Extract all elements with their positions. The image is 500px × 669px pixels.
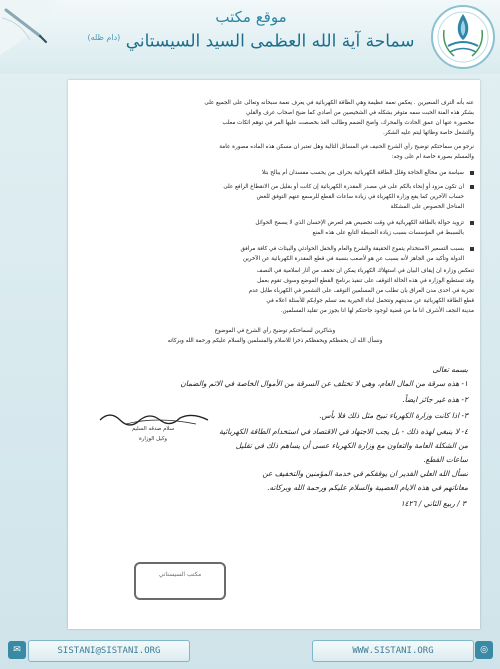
stamp-text: مكتب السيستاني (158, 571, 202, 578)
bullet-icon (470, 247, 474, 251)
bullet-text: تزويد حوالة بالطاقة الكهربائية في وقت تخصيص هم لتعرض الإحسان الذي لا يسمح الحوائل (255, 220, 464, 226)
closing-line: تجربة في احدى مدن العراق بان تطلب من المسلمين التوقف على التشعير في الكهرباء طابل عدم (248, 288, 474, 294)
site-title-line1: موقع مكتب (215, 8, 287, 26)
answer-line: ٣- اذا كانت وزارة الكهرباء تبيح مثل ذلك فلا بأس. (319, 411, 468, 420)
question-bullet-continued: بالسببط في المؤسسات بسبب زيادة الضبطة التابع على هذه المنع (312, 230, 464, 236)
email-link[interactable]: SISTANI@SISTANI.ORG (28, 640, 190, 662)
question-line: نرجو من سماحتكم توضيح رأي الشرع الحنيف في المسائل التالية وهل تعتبر ان مسكن هذه الماده مصورة عامة (219, 144, 474, 150)
fatwa-document (68, 80, 480, 629)
answer-date: ٣ / ربيع الثاني / ١٤٢٦ (400, 499, 466, 508)
prayer-line: ونسأل الله ان يحفظكم ويحفظكم ذخرا للاسلام والمسلمين والسلام عليكم ورحمة الله وبركاته (167, 338, 383, 344)
question-bullet-continued: الدولة وتأكيد من الجاهز لأنه بسبب عن هو لأصعب بنسبة في قطع المقدرة الكهربائية عن الآخرين (242, 256, 464, 262)
answer-line: ١- هذه سرقة من المال العام، وهي لا تختلف عن السرقة من الأموال الخاصة في الاثم والضمان (180, 379, 468, 388)
answer-line: ساعات القطع. (423, 455, 468, 464)
site-title (86, 8, 416, 54)
question-bullet (76, 182, 474, 192)
question-line: والمسلم بصورة خاصة ام على وجه: (391, 154, 474, 160)
closing-line: تنعكس وزارة ان إيقاف البيان في استهلاك الكهرباء يمكن ان تخفف من آثار اسلامية في النصف (256, 268, 474, 274)
office-stamp (134, 562, 226, 600)
handwritten-signature (96, 408, 214, 428)
signature-name: سلام صدقه السليم (131, 426, 175, 432)
email-icon[interactable]: ✉ (8, 641, 26, 659)
site-title-line2 (86, 26, 416, 54)
site-footer (0, 632, 500, 669)
answer-line: ٤- لا ينبغي لهذه ذلك - بل يجب الاجتهاد في الاقتصاد في استخدام الطاقة الكهربائية (219, 427, 468, 436)
thanks-line: وشاكرين لسماحتكم توضيح رأي الشرع في الموضوع (214, 328, 336, 334)
question-bullet-continued: المناحل الخصوص على المشكلة (390, 204, 464, 210)
answer-heading: بسمه تعالى (432, 365, 468, 374)
office-logo-icon[interactable] (430, 4, 496, 70)
question-bullet (76, 168, 474, 178)
site-header (0, 0, 500, 74)
question-line: عنه بأنه الترف السعيرين . يعكس نعمة عظيمة وهي الطاقة الكهربائية في يعرف نعمة سبحانه وتعالى على الجميع على (204, 100, 474, 106)
closing-line: مدينة النجف الأشرف انا ما من قضية لوجود جاحتكم لها انا بجوز من تقليد المسلمين. (280, 308, 474, 314)
question-line: مخصورة عنها ان عمق الحادث والمحرك، واضح الضمم وطالب الغذ بخصصت عليها المر في توهم اثكات معلب (222, 120, 474, 126)
question-line: والتشغل خاصة وظائها ليتم عليه الشكر. (383, 130, 474, 136)
answer-line: ٢- هذه غير جائز ايضاً. (402, 395, 468, 404)
closing-line: وقد تستطيع الوزارة في هذه الحالة التوقف على تنفيذ برنامج القطع الموضع وسوف تقوم بعمل (257, 278, 474, 284)
bullet-icon (470, 185, 474, 189)
bullet-text: ان تكون مزود أو إنحاء بالكم على في مصدر المقدرة الكهربائية إن كانت أو بقليل من الانقطاع الرافع على (223, 184, 464, 190)
website-link[interactable]: WWW.SISTANI.ORG (312, 640, 474, 662)
answer-line: نسأل الله العلي القدير ان يوفقكم في خدمة المؤمنين والتخفيف عن (262, 469, 468, 478)
site-title-name: سماحة آية الله العظمى السيد السيستاني (125, 31, 415, 52)
honorific: (دام ظله) (87, 33, 121, 42)
question-line: بشكر هذه المنة الحبت سمه متوفر بشكله في الشخيصين من أصادي كما ضيح اصحاب عرف والقلي (245, 110, 474, 116)
signature-role: وكيل الوزارة (138, 436, 168, 442)
closing-line: قطع الطاقة الكهربائية عن مدينتهم وتتحمل ابناء الخيرية بعد تسلم جوابكم للأسئلة اعلاه في (266, 298, 474, 304)
question-bullet (76, 218, 474, 228)
globe-icon[interactable]: ◎ (475, 641, 493, 659)
answer-line: معاناتهم في هذه الايام العصيبة والسلام عليكم ورحمة الله وبركاته. (267, 483, 468, 492)
bullet-text: سياسة من مخالع الحاجة وقلل الطاقة الكهربائية بحراف من يحسب مفسدان أم يبالح بتلا (261, 170, 464, 176)
question-bullet (76, 244, 474, 254)
answer-line: من الشكلة العامة والتعاون مع وزارة الكهرباء عسى أن يساهم ذلك في تقليل (235, 441, 468, 450)
bullet-icon (470, 171, 474, 175)
pen-writing-icon (0, 0, 70, 60)
bullet-text: بسبب التسعير الاستخدام يتموج الحقيقة والشرع والعام والحفل الحوادثي والبيئات في كافة مرافق (240, 246, 464, 252)
question-bullet-continued: حساب الآخرين كما يقع وزارة الكهرباء في زيادة ساعات القطع للرسمع عنهم التوفق للغض (256, 194, 464, 200)
bullet-icon (470, 221, 474, 225)
